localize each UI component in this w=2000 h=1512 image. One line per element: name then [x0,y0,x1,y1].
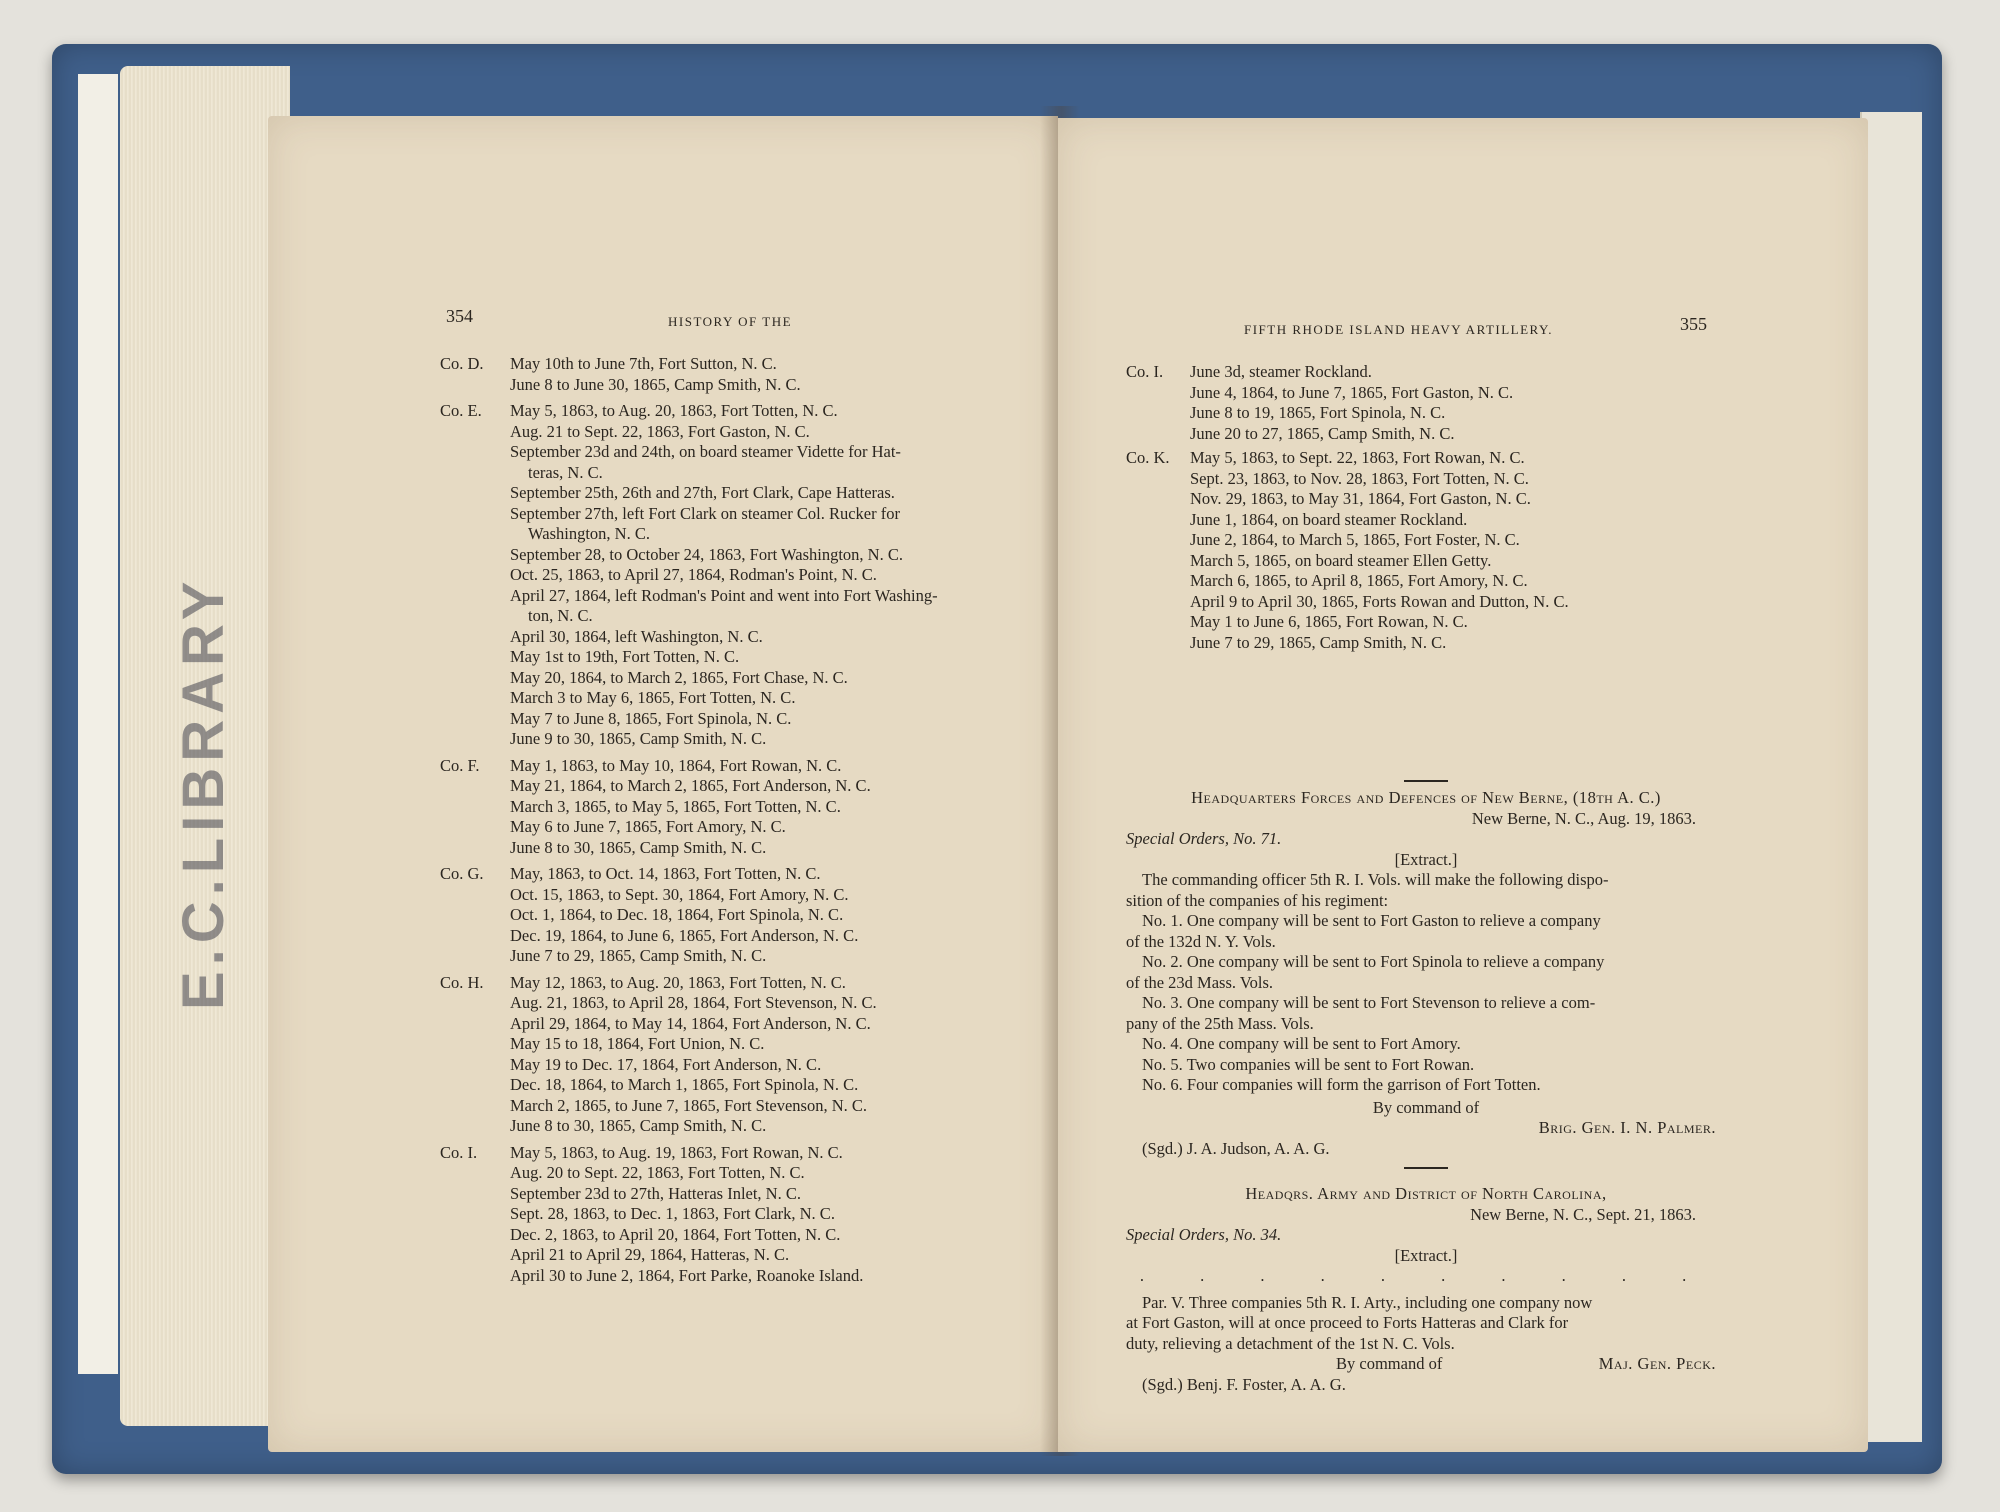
company-label: Co. D. [440,354,484,373]
company-entry-e [440,401,1040,750]
company-entry-i [440,1143,1040,1287]
entry-line: June 9 to 30, 1865, Camp Smith, N. C. [510,729,767,748]
order-34-paragraph: Par. V. Three companies 5th R. I. Arty., including one company now [1142,1292,1593,1312]
entry-line: June 7 to 29, 1865, Camp Smith, N. C. [1190,632,1447,652]
fore-edge-stamp: E.C.LIBRARY [171,575,236,1010]
entry-line: May 21, 1864, to March 2, 1865, Fort Anderson, N. C. [510,776,871,795]
company-label: Co. F. [440,755,480,775]
company-entry-h [440,973,1040,1137]
order-item: No. 4. One company will be sent to Fort Amory. [1142,1034,1461,1053]
cover-lining-right [1860,112,1922,1442]
entry-line: June 4, 1864, to June 7, 1865, Fort Gaston, N. C. [1190,382,1514,402]
order-34-signed: (Sgd.) Benj. F. Foster, A. A. G. [1142,1374,1346,1394]
entry-line: Sept. 28, 1863, to Dec. 1, 1863, Fort Clark, N. C. [510,1204,835,1223]
entry-line: May, 1863, to Oct. 14, 1863, Fort Totten, N. C. [510,864,821,883]
entry-line: Washington, N. C. [528,524,650,543]
right-page [1058,118,1868,1452]
left-page [268,116,1058,1452]
entry-line: Dec. 2, 1863, to April 20, 1864, Fort Totten, N. C. [510,1224,841,1244]
entry-line: March 6, 1865, to April 8, 1865, Fort Amory, N. C. [1190,571,1528,590]
order-71-block [1126,776,1726,1175]
entry-line: June 7 to 29, 1865, Camp Smith, N. C. [510,946,767,965]
entry-line: Oct. 1, 1864, to Dec. 18, 1864, Fort Spinola, N. C. [510,905,844,924]
entry-line: May 1 to June 6, 1865, Fort Rowan, N. C. [1190,612,1468,631]
entry-line: May 10th to June 7th, Fort Sutton, N. C. [510,354,777,373]
entry-line: Oct. 15, 1863, to Sept. 30, 1864, Fort Amory, N. C. [510,884,849,904]
order-34-commander: Maj. Gen. Peck. [1598,1354,1716,1373]
entry-line: ton, N. C. [528,606,593,625]
order-71-commander: Brig. Gen. I. N. Palmer. [1538,1118,1716,1137]
entry-line: Oct. 25, 1863, to April 27, 1864, Rodman's Point, N. C. [510,565,877,584]
entry-line: April 29, 1864, to May 14, 1864, Fort Anderson, N. C. [510,1013,871,1033]
entry-line: May 15 to 18, 1864, Fort Union, N. C. [510,1034,765,1053]
entry-line: Aug. 20 to Sept. 22, 1863, Fort Totten, N. C. [510,1163,805,1182]
entry-line: September 27th, left Fort Clark on steamer Col. Rucker for [510,503,900,523]
order-34-place-date: New Berne, N. C., Sept. 21, 1863. [1470,1204,1696,1224]
order-34-special-orders: Special Orders, No. 34. [1126,1225,1282,1244]
right-page-number: 355 [1680,314,1707,334]
entry-line: September 28, to October 24, 1863, Fort Washington, N. C. [510,544,903,564]
entry-line: June 8 to 30, 1865, Camp Smith, N. C. [510,1116,767,1135]
company-label: Co. K. [1126,448,1170,467]
order-71-intro: sition of the companies of his regiment: [1126,890,1389,910]
company-label: Co. I. [1126,362,1164,381]
entry-line: March 2, 1865, to June 7, 1865, Fort Stevenson, N. C. [510,1095,868,1115]
entry-line: May 5, 1863, to Sept. 22, 1863, Fort Rowan, N. C. [1190,448,1525,467]
order-item: pany of the 25th Mass. Vols. [1126,1013,1314,1033]
order-34-command-row [1126,1354,1726,1375]
company-label: Co. I. [440,1142,478,1162]
company-label: Co. E. [440,401,482,420]
order-34-extract: [Extract.] [1394,1245,1458,1265]
order-71-extract: [Extract.] [1394,849,1458,869]
company-entry-k [1126,448,1726,653]
left-page-number: 354 [446,306,473,326]
entry-line: April 30 to June 2, 1864, Fort Parke, Roanoke Island. [510,1265,864,1285]
entry-line: March 3 to May 6, 1865, Fort Totten, N. C. [510,688,796,707]
entry-line: Aug. 21 to Sept. 22, 1863, Fort Gaston, N. C. [510,421,810,441]
order-71-place-date: New Berne, N. C., Aug. 19, 1863. [1471,808,1696,828]
entry-line: March 3, 1865, to May 5, 1865, Fort Totten, N. C. [510,796,841,816]
order-item: No. 3. One company will be sent to Fort Stevenson to relieve a com- [1142,993,1596,1012]
order-item: No. 2. One company will be sent to Fort Spinola to relieve a company [1142,952,1605,971]
entry-line: May 5, 1863, to Aug. 19, 1863, Fort Rowan, N. C. [510,1142,843,1162]
entry-line: June 2, 1864, to March 5, 1865, Fort Foster, N. C. [1190,530,1520,549]
section-rule [1404,1167,1448,1169]
entry-line: September 23d to 27th, Hatteras Inlet, N. C. [510,1183,801,1203]
order-71-special-orders: Special Orders, No. 71. [1126,829,1282,848]
entry-line: June 8 to 30, 1865, Camp Smith, N. C. [510,837,767,857]
order-34-heading: Headqrs. Army and District of North Carolina, [1245,1184,1607,1203]
entry-line: June 8 to June 30, 1865, Camp Smith, N. C. [510,374,801,394]
order-item: of the 132d N. Y. Vols. [1126,931,1276,951]
section-rule [1404,780,1448,782]
entry-line: April 21 to April 29, 1864, Hatteras, N. C. [510,1245,790,1264]
entry-line: May 6 to June 7, 1865, Fort Amory, N. C. [510,817,786,836]
left-entries [440,354,1040,1286]
entry-line: May 7 to June 8, 1865, Fort Spinola, N. C. [510,708,792,728]
order-71-heading: Headquarters Forces and Defences of New Berne, (18th A. C.) [1191,788,1661,807]
entry-line: June 20 to 27, 1865, Camp Smith, N. C. [1190,423,1455,443]
company-entry-d [440,354,1040,395]
order-34-paragraph: duty, relieving a detachment of the 1st N. C. Vols. [1126,1333,1455,1353]
company-label: Co. G. [440,864,484,883]
order-71-by-command: By command of [1372,1097,1480,1117]
order-item: No. 6. Four companies will form the garrison of Fort Totten. [1142,1075,1541,1094]
entry-line: Dec. 18, 1864, to March 1, 1865, Fort Spinola, N. C. [510,1075,859,1094]
entry-line: June 3d, steamer Rockland. [1190,362,1372,381]
right-entries [1126,362,1726,653]
entry-line: May 12, 1863, to Aug. 20, 1863, Fort Totten, N. C. [510,972,846,992]
order-71-intro: The commanding officer 5th R. I. Vols. will make the following dispo- [1142,870,1609,889]
entry-line: May 5, 1863, to Aug. 20, 1863, Fort Totten, N. C. [510,401,838,420]
entry-line: September 23d and 24th, on board steamer Vidette for Hat- [510,442,901,461]
entry-line: May 1st to 19th, Fort Totten, N. C. [510,647,740,666]
entry-line: Nov. 29, 1863, to May 31, 1864, Fort Gaston, N. C. [1190,489,1531,508]
entry-line: Sept. 23, 1863, to Nov. 28, 1863, Fort Totten, N. C. [1190,468,1529,488]
entry-line: May 19 to Dec. 17, 1864, Fort Anderson, N. C. [510,1054,822,1074]
entry-line: teras, N. C. [528,462,603,482]
order-item: No. 1. One company will be sent to Fort Gaston to relieve a company [1142,911,1601,930]
company-entry-g [440,864,1040,967]
entry-line: March 5, 1865, on board steamer Ellen Getty. [1190,550,1492,570]
entry-line: April 30, 1864, left Washington, N. C. [510,626,763,646]
order-34-by-command: By command of [1336,1354,1443,1373]
ellipsis-row: . . . . . . . . . . [1139,1266,1713,1285]
company-label: Co. H. [440,972,484,992]
entry-line: June 1, 1864, on board steamer Rockland. [1190,509,1468,529]
entry-line: May 20, 1864, to March 2, 1865, Fort Chase, N. C. [510,667,848,687]
order-item: No. 5. Two companies will be sent to Fort Rowan. [1142,1054,1475,1074]
entry-line: September 25th, 26th and 27th, Fort Clark, Cape Hatteras. [510,483,895,502]
company-entry-i-cont [1126,362,1726,444]
order-71-signed: (Sgd.) J. A. Judson, A. A. G. [1142,1138,1330,1158]
entry-line: April 27, 1864, left Rodman's Point and went into Fort Washing- [510,585,938,605]
left-running-head: HISTORY OF THE [668,314,793,329]
entry-line: April 9 to April 30, 1865, Forts Rowan and Dutton, N. C. [1190,591,1569,611]
entry-line: May 1, 1863, to May 10, 1864, Fort Rowan, N. C. [510,755,842,775]
entry-line: Aug. 21, 1863, to April 28, 1864, Fort Stevenson, N. C. [510,993,877,1012]
order-34-block [1126,1184,1726,1395]
order-34-paragraph: at Fort Gaston, will at once proceed to Forts Hatteras and Clark for [1126,1313,1569,1332]
cover-lining-left [78,74,118,1374]
entry-line: Dec. 19, 1864, to June 6, 1865, Fort Anderson, N. C. [510,925,859,945]
company-entry-f [440,756,1040,859]
entry-line: June 8 to 19, 1865, Fort Spinola, N. C. [1190,403,1446,422]
order-item: of the 23d Mass. Vols. [1126,972,1273,992]
right-running-head: FIFTH RHODE ISLAND HEAVY ARTILLERY. [1244,322,1553,337]
